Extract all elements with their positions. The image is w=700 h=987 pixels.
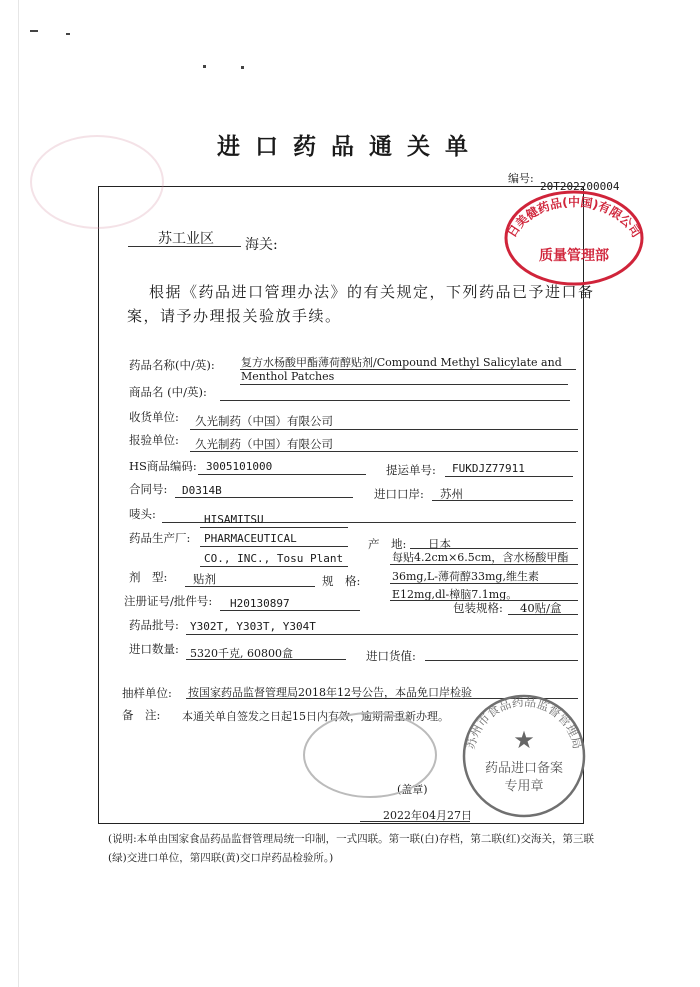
spec-line-2: 36mg,L-薄荷醇33mg,维生素 (392, 570, 539, 583)
scan-speck (30, 30, 38, 32)
port-value: 苏州 (440, 487, 463, 501)
customs-suffix: 海关: (245, 237, 278, 253)
underline (186, 634, 578, 635)
underline (390, 583, 578, 584)
scan-speck (66, 33, 70, 35)
qty-label: 进口数量: (129, 642, 179, 656)
underline (445, 476, 573, 477)
reg-value: H20130897 (230, 597, 290, 610)
reg-label: 注册证号/批件号: (124, 594, 213, 608)
doc-number-label: 编号: (508, 172, 534, 185)
underline (190, 429, 578, 430)
intro-line-1: 根据《药品进口管理办法》的有关规定，下列药品已予进口备 (149, 283, 595, 301)
footnote: (说明:本单由国家食品药品监督管理局统一印制，一式四联。第一联(白)存档，第二联(红)交海关，第三联(绿)交进口单位，第四联(黄)交口岸药品检验所。) (108, 833, 595, 864)
underline (220, 610, 360, 611)
remarks-label: 备 注: (122, 708, 161, 722)
scan-speck (241, 66, 244, 69)
underline (185, 586, 315, 587)
spec-line-1: 每贴4.2cm×6.5cm，含水杨酸甲酯 (392, 551, 569, 564)
svg-text:★: ★ (513, 726, 535, 754)
official-seal-text: 苏州市食品药品监督管理局 (463, 694, 585, 751)
import-value-label: 进口货值: (366, 649, 416, 663)
svg-text:日美健药品(中国)有限公司 (504, 194, 643, 240)
official-seal-sub-1: 药品进口备案 (484, 761, 564, 776)
declarant-value: 久光制药（中国）有限公司 (195, 437, 333, 451)
batch-label: 药品批号: (129, 618, 179, 632)
dosage-label: 剂 型: (129, 570, 168, 584)
manufacturer-line-1: HISAMITSU (204, 513, 264, 526)
manufacturer-line-2: PHARMACEUTICAL (204, 532, 297, 545)
hs-code-label: HS商品编码: (129, 459, 197, 473)
marks-label: 唛头: (129, 507, 156, 521)
bill-label: 提运单号: (386, 463, 436, 477)
underline (425, 660, 578, 661)
intro-line-2: 案，请予办理报关验放手续。 (127, 307, 342, 325)
hs-code-value: 3005101000 (206, 460, 273, 473)
company-seal-stamp (500, 186, 648, 286)
drug-name-line-2: Menthol Patches (241, 370, 335, 383)
official-seal-sub-2: 专用章 (504, 779, 544, 794)
bleed-through-stamp (30, 135, 164, 229)
underline (360, 821, 470, 822)
trade-name-label: 商品名 (中/英): (129, 385, 207, 399)
underline (175, 497, 353, 498)
origin-label: 产 地: (368, 537, 407, 551)
drug-name-line-1: 复方水杨酸甲酯薄荷醇贴剂/Compound Methyl Salicylate and (241, 356, 562, 369)
underline (200, 527, 348, 528)
consignee-label: 收货单位: (129, 410, 179, 424)
spec-label: 规 格: (322, 574, 361, 588)
underline (190, 451, 578, 452)
underline (186, 659, 346, 660)
origin-value: 日本 (428, 537, 451, 551)
pack-label: 包装规格: (453, 601, 503, 615)
qty-value: 5320千克, 60800盒 (190, 647, 293, 660)
sampling-label: 抽样单位: (122, 686, 172, 700)
underline (508, 614, 578, 615)
drug-name-label: 药品名称(中/英): (129, 358, 215, 372)
pack-value: 40贴/盒 (520, 601, 562, 615)
batch-value: Y302T, Y303T, Y304T (190, 620, 316, 633)
underline (200, 566, 348, 567)
declarant-label: 报验单位: (129, 433, 179, 447)
spec-line-3: E12mg,dl-樟脑7.1mg。 (392, 588, 518, 601)
underline (200, 546, 348, 547)
customs-name: 苏工业区 (158, 231, 214, 247)
manufacturer-label: 药品生产厂: (129, 531, 191, 545)
manufacturer-line-3: CO., INC., Tosu Plant (204, 552, 344, 565)
customs-underline (128, 246, 241, 247)
faint-seal-stamp (300, 700, 440, 800)
consignee-value: 久光制药（中国）有限公司 (195, 414, 333, 428)
company-seal-text: 日美健药品(中国)有限公司 (504, 195, 644, 240)
underline (240, 384, 568, 385)
scan-speck (203, 65, 206, 68)
bill-value: FUKDJZ77911 (452, 462, 525, 475)
underline (432, 500, 573, 501)
document-title: 进口药品通关单 (217, 134, 483, 160)
sampling-value: 按国家药品监督管理局2018年12号公告，本品免口岸检验 (188, 686, 472, 699)
company-seal-dept: 质量管理部 (539, 248, 609, 264)
underline (220, 400, 570, 401)
doc-number: 20T202200004 (540, 180, 620, 193)
underline (390, 564, 578, 565)
issue-date: 2022年04月27日 (383, 809, 472, 822)
contract-value: D0314B (182, 484, 222, 497)
official-seal-stamp (458, 690, 590, 822)
seal-label: (盖章) (397, 783, 428, 796)
port-label: 进口口岸: (374, 487, 424, 501)
remarks-value: 本通关单自签发之日起15日内有效，逾期需重新办理。 (182, 710, 449, 723)
underline (198, 474, 366, 475)
contract-label: 合同号: (129, 482, 168, 496)
dosage-value: 贴剂 (193, 572, 216, 586)
